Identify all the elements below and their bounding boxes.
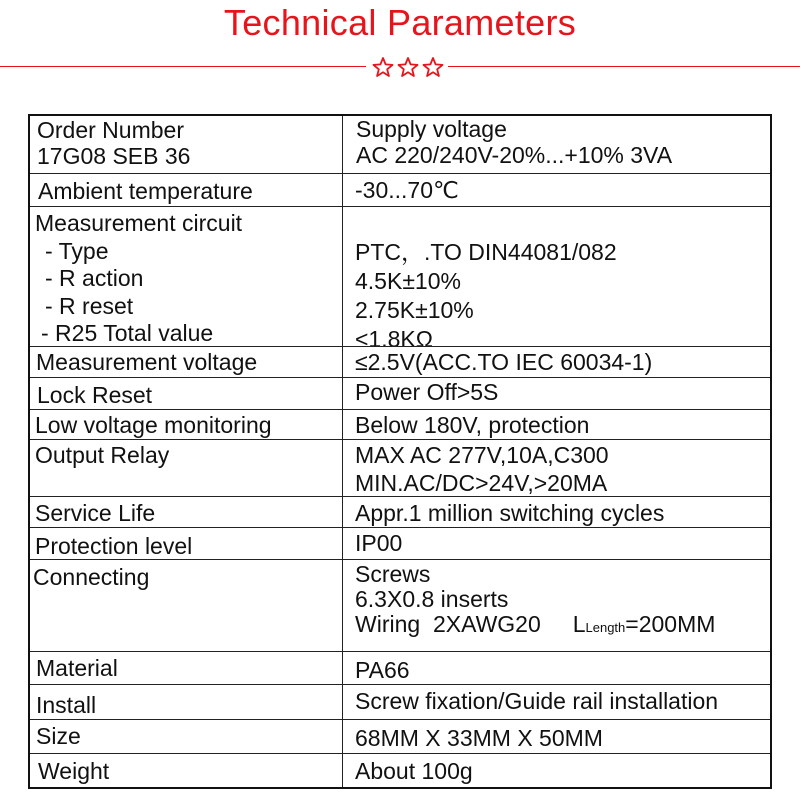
table-row bbox=[30, 527, 770, 560]
table-row bbox=[30, 346, 770, 378]
param-label: Lock Reset bbox=[37, 382, 153, 408]
param-label: Material bbox=[36, 655, 118, 681]
param-value: IP00 bbox=[355, 530, 403, 556]
table-row bbox=[30, 173, 770, 207]
param-value: Appr.1 million switching cycles bbox=[355, 500, 665, 526]
param-value: Screws 6.3X0.8 inserts Wiring 2XAWG20 LLength=200MM bbox=[355, 562, 715, 640]
param-label: Protection level bbox=[35, 533, 193, 559]
table-row bbox=[30, 496, 770, 528]
page-title: Technical Parameters bbox=[223, 2, 577, 43]
param-label: Connecting bbox=[33, 564, 150, 590]
table-row bbox=[30, 206, 770, 352]
param-value: 68MM X 33MM X 50MM bbox=[355, 725, 603, 751]
param-label: Low voltage monitoring bbox=[35, 412, 272, 438]
table-row bbox=[30, 651, 770, 685]
param-value: Screw fixation/Guide rail installation bbox=[355, 688, 719, 714]
table-row bbox=[30, 409, 770, 440]
param-value: ≤2.5V(ACC.TO IEC 60034-1) bbox=[355, 349, 653, 375]
wiring-spec: Wiring 2XAWG20 LLength=200MM bbox=[355, 611, 716, 637]
table-row bbox=[30, 559, 770, 652]
param-value: Power Off>5S bbox=[355, 379, 499, 405]
table-row bbox=[30, 377, 770, 410]
title-rule-left bbox=[0, 66, 366, 67]
param-value: About 100g bbox=[355, 758, 473, 784]
title-rule-right bbox=[448, 66, 800, 67]
three-stars-icon bbox=[372, 56, 444, 78]
param-value: Below 180V, protection bbox=[355, 412, 590, 438]
param-label: Weight bbox=[38, 758, 110, 784]
param-value: PA66 bbox=[355, 657, 410, 683]
parameters-table bbox=[28, 114, 772, 789]
table-row bbox=[30, 753, 770, 788]
param-label: Measurement voltage bbox=[36, 349, 258, 375]
table-row bbox=[30, 719, 770, 754]
param-value: MAX AC 277V,10A,C300 MIN.AC/DC>24V,>20MA bbox=[355, 442, 609, 496]
param-label: Install bbox=[36, 692, 97, 718]
param-label: Ambient temperature bbox=[38, 178, 253, 204]
param-label: Order Number 17G08 SEB 36 bbox=[37, 117, 191, 169]
param-label: Measurement circuit - Type - R action - R reset - R25 Total value bbox=[35, 210, 243, 346]
param-value: Supply voltage AC 220/240V-20%...+10% 3VA bbox=[356, 116, 673, 168]
param-label: Output Relay bbox=[35, 442, 170, 468]
param-label: Size bbox=[36, 723, 81, 749]
table-row bbox=[30, 116, 770, 173]
param-value: PTC，.TO DIN44081/082 4.5K±10% 2.75K±10% <1.8KΩ bbox=[355, 239, 617, 352]
table-row bbox=[30, 684, 770, 720]
table-row bbox=[30, 439, 770, 497]
param-value: -30...70℃ bbox=[355, 177, 459, 203]
param-label: Service Life bbox=[35, 500, 156, 526]
